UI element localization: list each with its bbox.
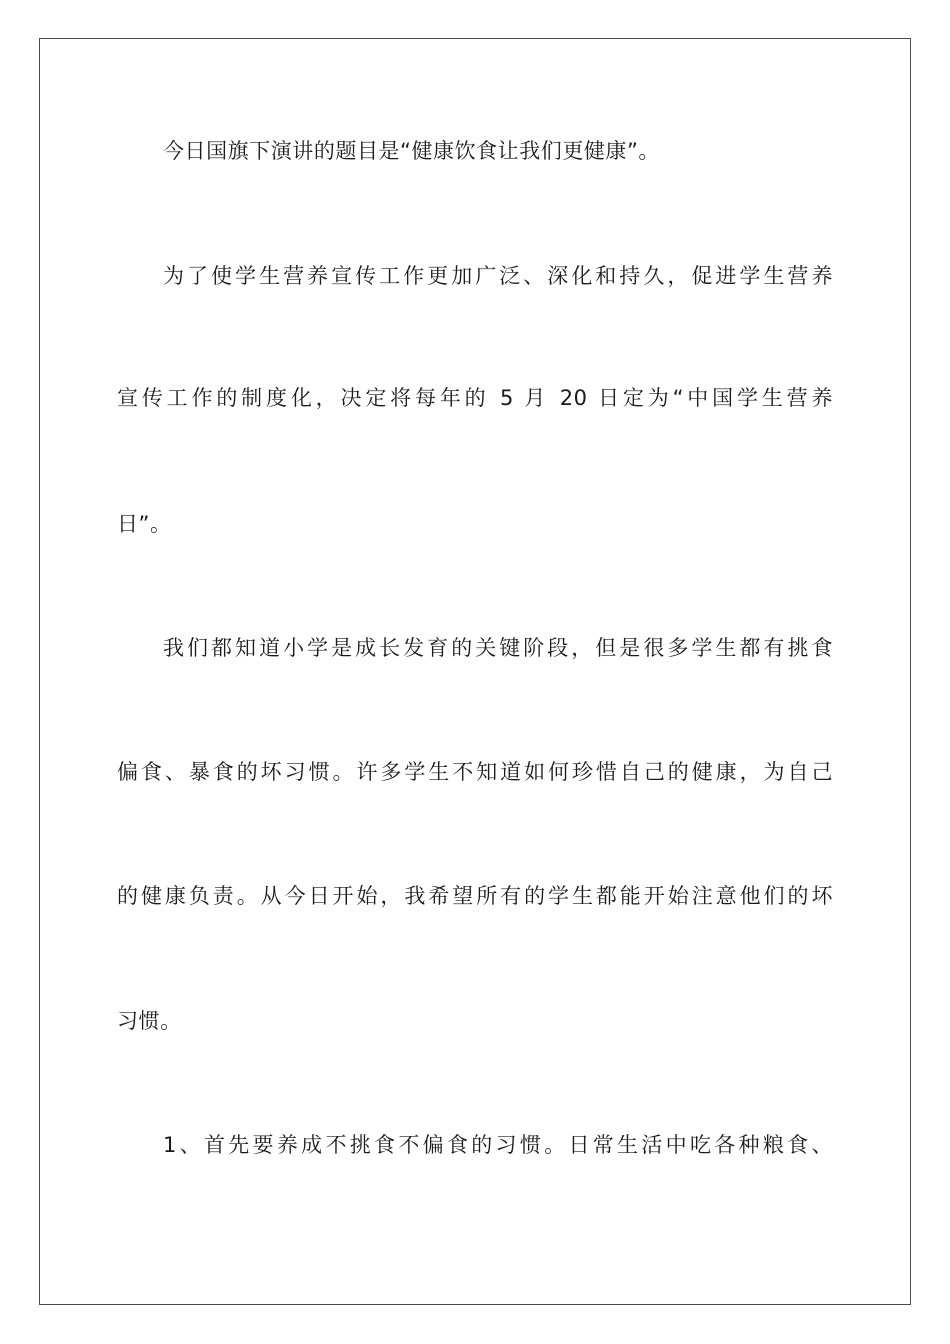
text-line-6: 偏食、暴食的坏习惯。许多学生不知道如何珍惜自己的健康，为自己 xyxy=(117,760,833,784)
text-line-3: 宣传工作的制度化，决定将每年的 5 月 20 日定为“中国学生营养 xyxy=(117,386,833,410)
text-line-5: 我们都知道小学是成长发育的关键阶段，但是很多学生都有挑食 xyxy=(163,636,833,660)
text-line-8: 习惯。 xyxy=(117,1009,182,1033)
text-line-2: 为了使学生营养宣传工作更加广泛、深化和持久，促进学生营养 xyxy=(163,264,833,288)
text-line-9: 1、首先要养成不挑食不偏食的习惯。日常生活中吃各种粮食、 xyxy=(163,1133,833,1157)
text-line-1: 今日国旗下演讲的题目是“健康饮食让我们更健康”。 xyxy=(163,139,660,163)
text-line-4: 日”。 xyxy=(117,512,172,536)
text-line-7: 的健康负责。从今日开始，我希望所有的学生都能开始注意他们的坏 xyxy=(117,884,833,908)
page-frame xyxy=(39,38,911,1305)
